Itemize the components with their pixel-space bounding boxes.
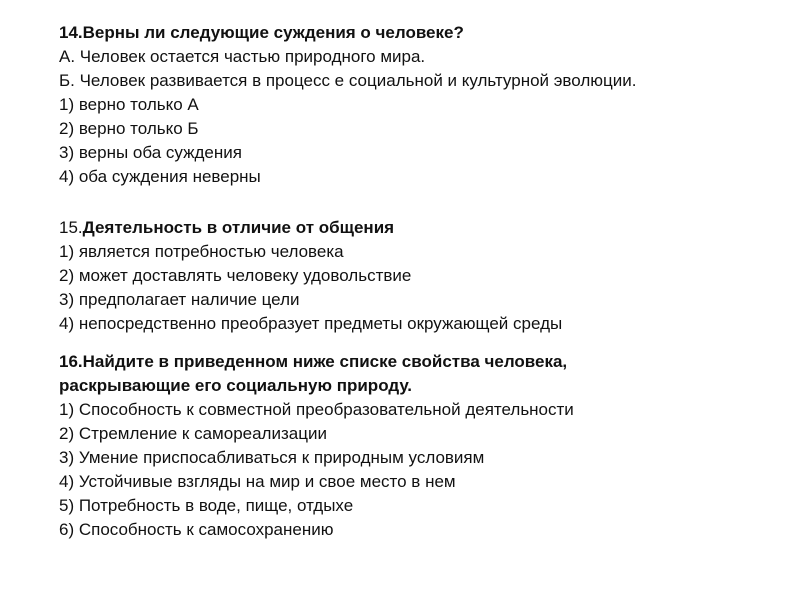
question-15-heading — [59, 216, 779, 240]
question-14-option-2: 2) верно только Б — [59, 119, 199, 138]
question-15-option-2: 2) может доставлять человеку удовольствие — [59, 266, 412, 285]
question-16-option-3: 3) Умение приспосабливаться к природным условиям — [59, 448, 485, 467]
question-14-statement-a: А. Человек остается частью природного мира. — [59, 47, 426, 66]
question-15-option-4: 4) непосредственно преобразует предметы окружающей среды — [59, 314, 563, 333]
question-16-option-4: 4) Устойчивые взгляды на мир и свое место в нем — [59, 472, 456, 491]
question-14-option-4: 4) оба суждения неверны — [59, 167, 261, 186]
question-16-option-2: 2) Стремление к самореализации — [59, 424, 327, 443]
question-14 — [59, 21, 779, 189]
question-16-option-1: 1) Способность к совместной преобразовательной деятельности — [59, 400, 574, 419]
question-15-option-3: 3) предполагает наличие цели — [59, 290, 300, 309]
question-14-title: 14.Верны ли следующие суждения о человеке? — [59, 23, 464, 42]
question-16 — [59, 350, 779, 542]
question-15-option-1: 1) является потребностью человека — [59, 242, 344, 261]
question-16-title-line-2: раскрывающие его социальную природу. — [59, 376, 413, 395]
question-14-statement-b: Б. Человек развивается в процесс е социальной и культурной эволюции. — [59, 71, 637, 90]
question-15 — [59, 216, 779, 336]
question-16-option-6: 6) Способность к самосохранению — [59, 520, 334, 539]
question-16-title-line-1: 16.Найдите в приведенном ниже списке свойства человека, — [59, 352, 568, 371]
question-16-option-5: 5) Потребность в воде, пище, отдыхе — [59, 496, 354, 515]
question-15-title: Деятельность в отличие от общения — [82, 218, 395, 237]
question-15-number: 15. — [59, 218, 83, 237]
question-14-option-3: 3) верны оба суждения — [59, 143, 242, 162]
question-14-option-1: 1) верно только А — [59, 95, 199, 114]
